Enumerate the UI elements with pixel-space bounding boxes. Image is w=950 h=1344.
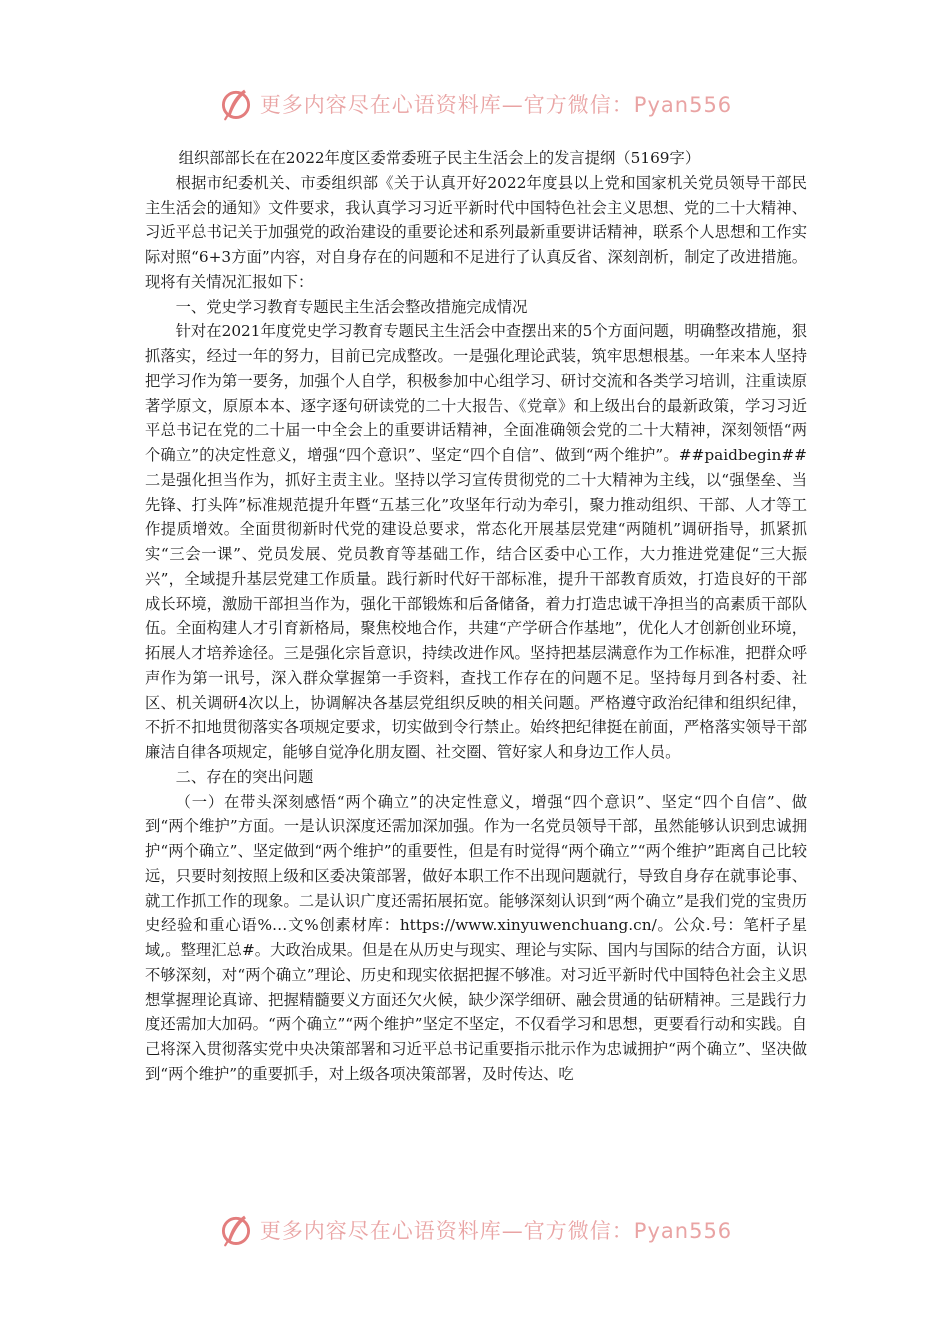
intro-paragraph: 根据市纪委机关、市委组织部《关于认真开好2022年度县以上党和国家机关党员领导干部民主生活会的通知》文件要求，我认真学习习近平新时代中国特色社会主义思想、党的二十大精神、习近平总书记关于加强党的政治建设的重要论述和系列最新重要讲话精神，联系个人思想和工作实际对照“6+3方面”内容，对自身存在的问题和不足进行了认真反省、深刻剖析，制定了改进措施。现将有关情况汇报如下： [145,173,807,291]
document-body [145,146,807,1087]
section-heading-1: 一、党史学习教育专题民主生活会整改措施完成情况 [175,297,528,316]
watermark-group [218,1212,732,1248]
watermark-banner-top [0,84,950,124]
section-heading-2: 二、存在的突出问题 [175,767,314,786]
section-2-paragraph: （一）在带头深刻感悟“两个确立”的决定性意义，增强“四个意识”、坚定“四个自信”、做到“两个维护”方面。一是认识深度还需加深加强。作为一名党员领导干部，虽然能够认识到忠诚拥护“两个确立”、坚定做到“两个维护”的重要性，但是有时觉得“两个确立”“两个维护”距离自己比较远，只要时刻按照上级和区委决策部署，做好本职工作不出现问题就行，导致自身存在就事论事、就工作抓工作的现象。二是认识广度还需拓展拓宽。能够深刻认识到“两个确立”是我们党的宝贵历史经验和重心语%…文%创素材库：https://www.xinyuwenchuang.cn/。公众.号：笔杆子星域,。整理汇总#。大政治成果。但是在从历史与现实、理论与实际、国内与国际的结合方面，认识不够深刻，对“两个确立”理论、历史和现实依据把握不够准。对习近平新时代中国特色社会主义思想掌握理论真谛、把握精髓要义方面还欠火候，缺少深学细研、融会贯通的钻研精神。三是践行力度还需加大加码。“两个确立”“两个维护”坚定不坚定，不仅看学习和思想，更要看行动和实践。自己将深入贯彻落实党中央决策部署和习近平总书记重要指示批示作为忠诚拥护“两个确立”、坚决做到“两个维护”的重要抓手，对上级各项决策部署，及时传达、吃 [145,792,807,1083]
quill-logo-icon [218,86,254,122]
section-1-paragraph: 针对在2021年度党史学习教育专题民主生活会中查摆出来的5个方面问题，明确整改措施，狠抓落实，经过一年的努力，目前已完成整改。一是强化理论武装，筑牢思想根基。一年来本人坚持把学习作为第一要务，加强个人自学，积极参加中心组学习、研讨交流和各类学习培训，注重读原著学原文，原原本本、逐字逐句研读党的二十大报告、《党章》和上级出台的最新政策，学习习近平总书记在党的二十届一中全会上的重要讲话精神，全面准确领会党的二十大精神，深刻领悟“两个确立”的决定性意义，增强“四个意识”、坚定“四个自信”、做到“两个维护”。##paidbegin##二是强化担当作为，抓好主责主业。坚持以学习宣传贯彻党的二十大精神为主线，以“强堡垒、当先锋、打头阵”标准规范提升年暨“五基三化”攻坚年行动为牵引，聚力推动组织、干部、人才等工作提质增效。全面贯彻新时代党的建设总要求，常态化开展基层党建“两随机”调研指导，抓紧抓实“三会一课”、党员发展、党员教育等基础工作，结合区委中心工作，大力推进党建促“三大振兴”，全域提升基层党建工作质量。践行新时代好干部标准，提升干部教育质效，打造良好的干部成长环境，激励干部担当作为，强化干部锻炼和后备储备，着力打造忠诚干净担当的高素质干部队伍。全面构建人才引育新格局，聚焦校地合作，共建“产学研合作基地”，优化人才创新创业环境，拓展人才培养途径。三是强化宗旨意识，持续改进作风。坚持把基层满意作为工作标准，把群众呼声作为第一讯号，深入群众掌握第一手资料，查找工作存在的问题不足。坚持每月到各村委、社区、机关调研4次以上，协调解决各基层党组织反映的相关问题。严格遵守政治纪律和组织纪律，不折不扣地贯彻落实各项规定要求，切实做到令行禁止。始终把纪律挺在前面，严格落实领导干部廉洁自律各项规定，能够自觉净化朋友圈、社交圈、管好家人和身边工作人员。 [145,322,807,761]
watermark-group [218,86,732,122]
quill-logo-icon [218,1212,254,1248]
watermark-banner-bottom [0,1210,950,1250]
watermark-text: 更多内容尽在心语资料库—官方微信：Pyan556 [259,1219,733,1243]
watermark-text: 更多内容尽在心语资料库—官方微信：Pyan556 [259,93,733,117]
document-title: 组织部部长在在2022年度区委常委班子民主生活会上的发言提纲（5169字） [178,149,701,167]
